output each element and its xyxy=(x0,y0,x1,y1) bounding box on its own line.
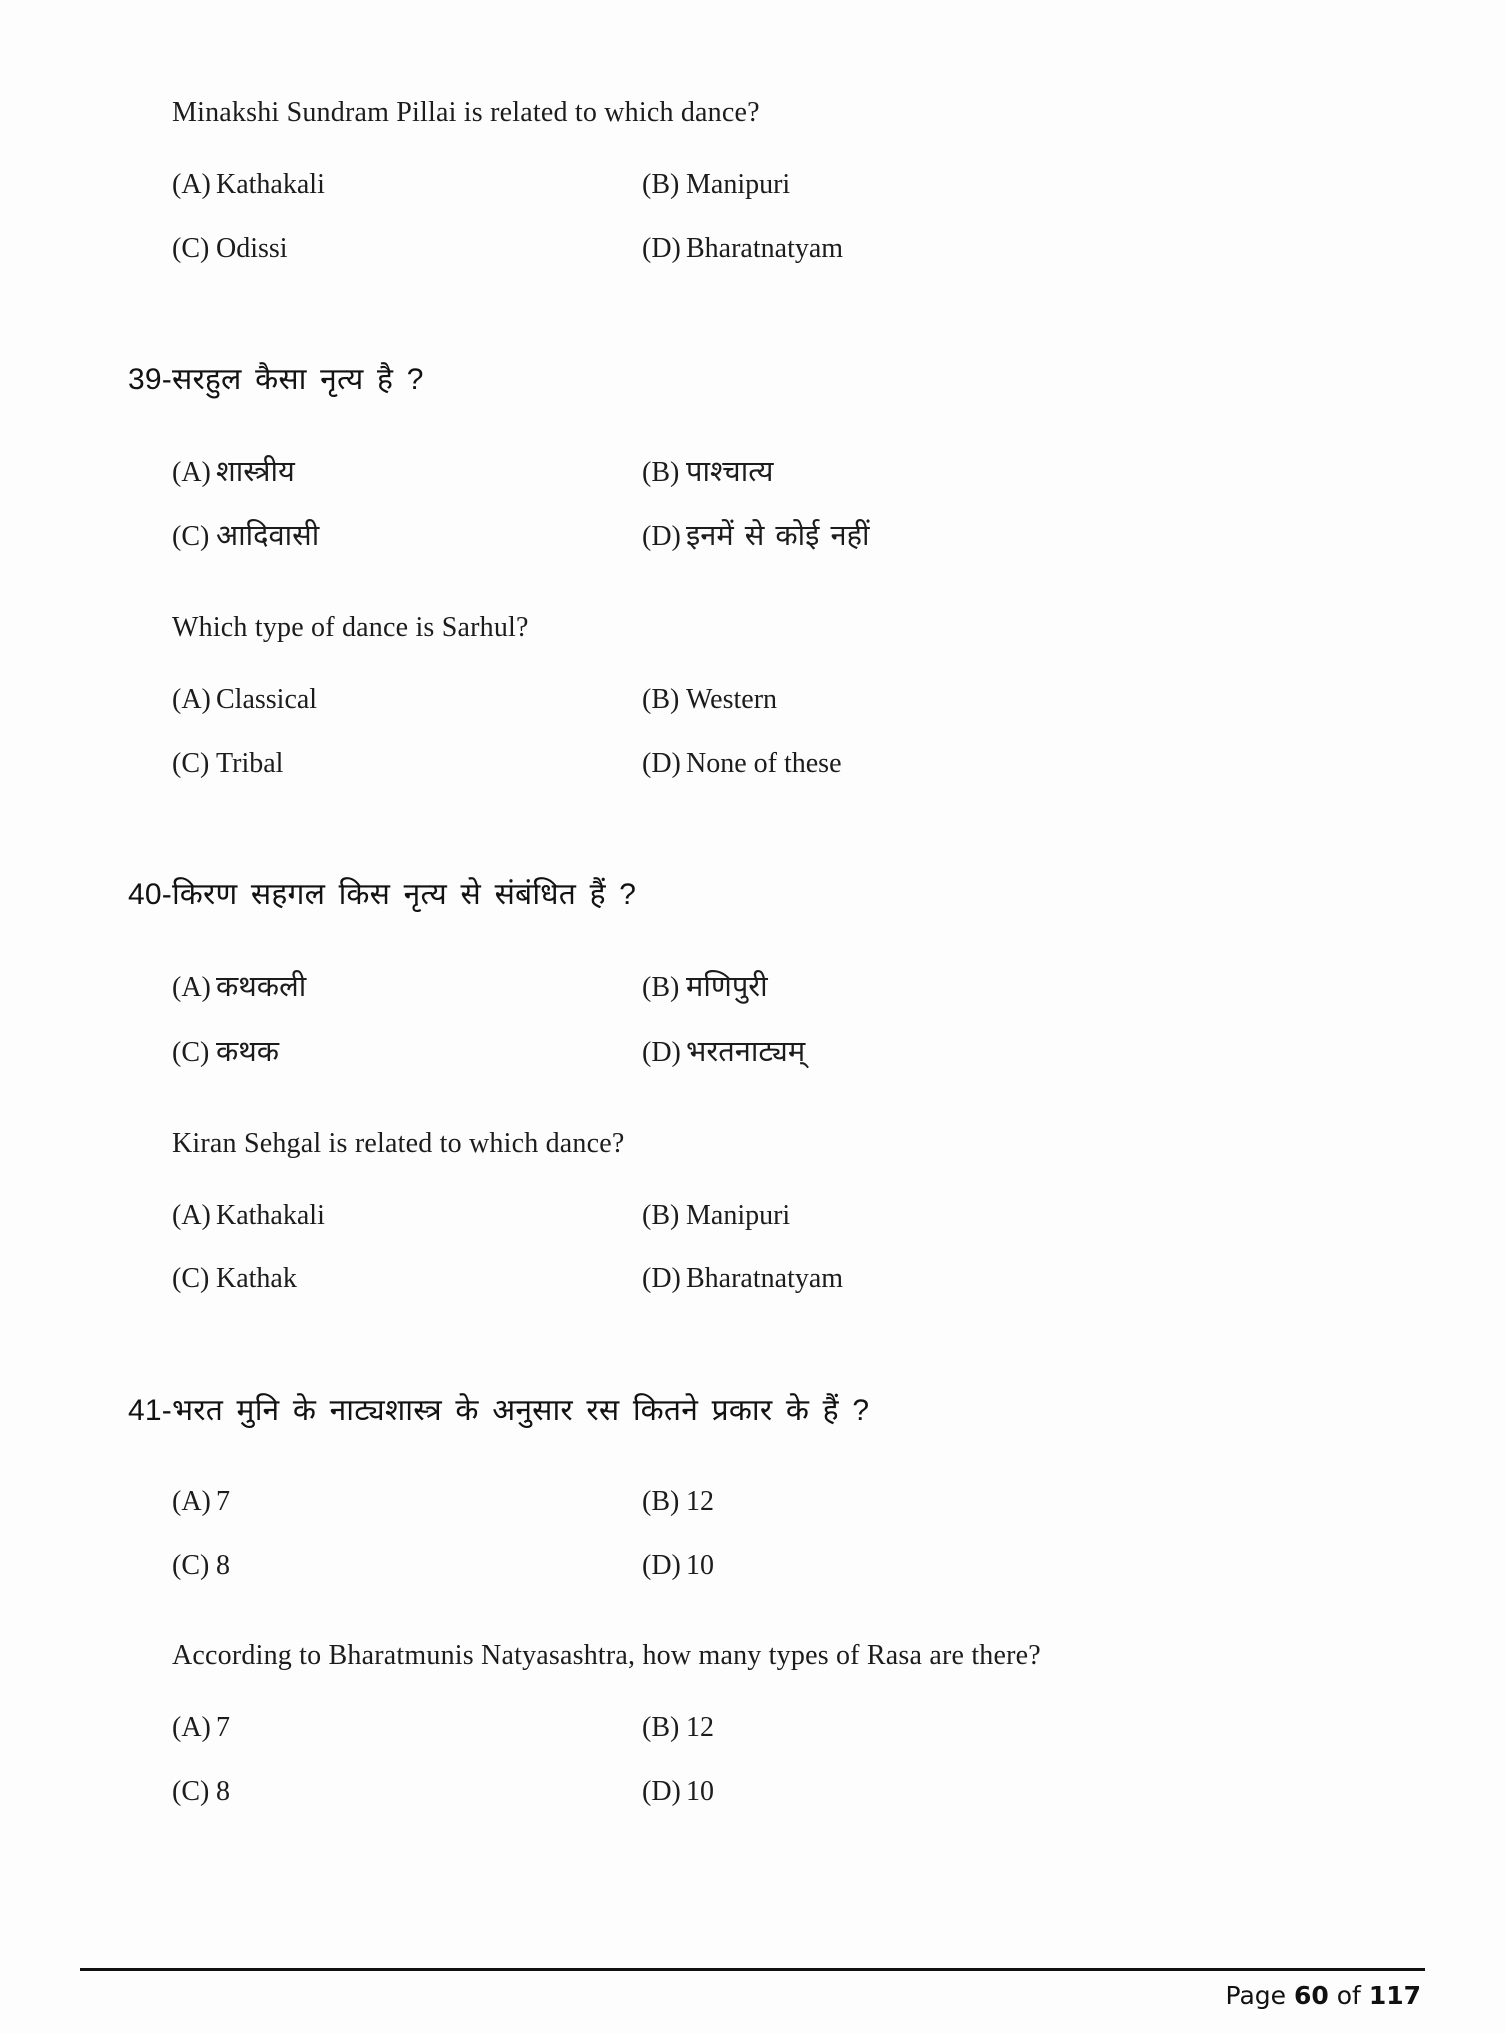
option-label: (A) xyxy=(172,456,211,488)
question-41-english-options xyxy=(172,1711,1380,1808)
spacer xyxy=(172,1232,642,1262)
question-39-hindi-options xyxy=(172,455,1380,555)
option-text: 10 xyxy=(686,1776,714,1808)
question-40-english-text: Kiran Sehgal is related to which dance? xyxy=(172,1127,625,1159)
option-label: (D) xyxy=(642,1776,681,1808)
option-text: 7 xyxy=(216,1486,230,1518)
option-label: (C) xyxy=(172,1776,210,1808)
question-39-english-options xyxy=(172,683,1380,780)
option-label: (A) xyxy=(172,971,211,1003)
question-content xyxy=(128,95,1380,1809)
option-text: 12 xyxy=(686,1486,714,1518)
question-block-39 xyxy=(128,361,1380,780)
option-label: (A) xyxy=(172,684,211,716)
question-40-english-options xyxy=(172,1199,1380,1296)
option-text: Tribal xyxy=(216,747,284,779)
option-label: (C) xyxy=(172,521,210,553)
spacer xyxy=(172,489,642,519)
option-row[interactable] xyxy=(172,1485,642,1519)
spacer xyxy=(150,1296,1380,1392)
option-text: आदिवासी xyxy=(216,520,320,553)
option-text: Kathakali xyxy=(216,1199,325,1231)
option-row[interactable] xyxy=(642,1262,1380,1296)
option-text: मणिपुरी xyxy=(686,970,768,1003)
spacer xyxy=(642,202,1380,232)
spacer xyxy=(150,1161,1380,1199)
option-label: (D) xyxy=(642,1549,681,1581)
spacer xyxy=(172,1005,642,1035)
option-label: (D) xyxy=(642,1036,681,1068)
option-row[interactable] xyxy=(172,683,642,717)
spacer xyxy=(150,554,1380,610)
spacer xyxy=(172,1519,642,1549)
option-label: (B) xyxy=(642,1199,680,1231)
option-row[interactable] xyxy=(172,1775,642,1809)
option-row[interactable] xyxy=(642,747,1380,781)
option-text: Bharatnatyam xyxy=(686,232,844,264)
question-38-english-options xyxy=(172,168,1380,265)
spacer xyxy=(642,1005,1380,1035)
option-label: (A) xyxy=(172,169,211,200)
option-text: 10 xyxy=(686,1549,714,1581)
option-row[interactable] xyxy=(642,455,1380,490)
footer-page-label: Page xyxy=(1225,1981,1287,2010)
option-text: 8 xyxy=(216,1549,230,1581)
option-text: 12 xyxy=(686,1712,714,1744)
option-text: इनमें से कोई नहीं xyxy=(686,520,870,553)
option-row[interactable] xyxy=(642,1199,1380,1233)
option-label: (D) xyxy=(642,747,681,779)
option-text: Odissi xyxy=(216,232,288,264)
option-label: (D) xyxy=(642,1263,681,1295)
spacer xyxy=(172,717,642,747)
spacer xyxy=(172,1745,642,1775)
page-footer xyxy=(80,1968,1425,2010)
spacer xyxy=(150,914,1380,970)
option-row[interactable] xyxy=(172,1199,642,1233)
option-label: (C) xyxy=(172,1263,210,1295)
option-label: (B) xyxy=(642,1712,680,1744)
option-row[interactable] xyxy=(172,519,642,554)
question-block-38-tail xyxy=(150,95,1380,265)
option-label: (D) xyxy=(642,521,681,553)
spacer xyxy=(172,202,642,232)
question-block-40 xyxy=(128,876,1380,1295)
option-row[interactable] xyxy=(642,1485,1380,1519)
option-label: (C) xyxy=(172,1036,210,1068)
option-row[interactable] xyxy=(172,1262,642,1296)
option-row[interactable] xyxy=(642,683,1380,717)
spacer xyxy=(642,1519,1380,1549)
question-41-hindi-text: 41-भरत मुनि के नाट्यशास्त्र के अनुसार रस कितने प्रकार के हैं ? xyxy=(128,1393,870,1427)
spacer xyxy=(642,1745,1380,1775)
spacer xyxy=(150,1673,1380,1711)
spacer xyxy=(150,780,1380,876)
option-label: (A) xyxy=(172,1199,211,1231)
option-label: (B) xyxy=(642,971,680,1003)
option-text: None of these xyxy=(686,747,842,779)
question-38-english-text: Minakshi Sundram Pillai is related to which dance? xyxy=(172,97,760,128)
page-number-indicator xyxy=(80,1971,1425,2010)
question-39-english-text: Which type of dance is Sarhul? xyxy=(172,612,529,644)
option-text: भरतनाट्यम् xyxy=(686,1035,806,1068)
option-label: (C) xyxy=(172,747,210,779)
option-text: Classical xyxy=(216,684,318,716)
option-text: कथकली xyxy=(216,970,307,1003)
option-row[interactable] xyxy=(642,1035,1380,1070)
question-41-english-text: According to Bharatmunis Natyasashtra, how many types of Rasa are there? xyxy=(172,1640,1041,1672)
option-row[interactable] xyxy=(172,168,642,202)
spacer xyxy=(150,1070,1380,1126)
option-row[interactable] xyxy=(172,455,642,490)
option-text: पाश्चात्य xyxy=(686,455,774,488)
question-40-hindi-text: 40-किरण सहगल किस नृत्य से संबंधित हैं ? xyxy=(128,878,637,912)
option-row[interactable] xyxy=(642,1775,1380,1809)
option-row[interactable] xyxy=(172,1711,642,1745)
option-label: (C) xyxy=(172,232,210,264)
option-label: (A) xyxy=(172,1712,211,1744)
option-text: Manipuri xyxy=(686,1199,791,1231)
option-text: Kathakali xyxy=(216,169,325,200)
option-label: (D) xyxy=(642,232,681,264)
option-label: (A) xyxy=(172,1486,211,1518)
option-label: (C) xyxy=(172,1549,210,1581)
option-row[interactable] xyxy=(172,970,642,1005)
question-block-41 xyxy=(128,1392,1380,1809)
option-text: Kathak xyxy=(216,1263,297,1295)
option-text: Manipuri xyxy=(686,169,791,200)
option-text: Bharatnatyam xyxy=(686,1263,844,1295)
option-row[interactable] xyxy=(642,1549,1380,1583)
spacer xyxy=(150,130,1380,168)
option-text: कथक xyxy=(216,1035,280,1068)
spacer xyxy=(150,265,1380,361)
option-text: शास्त्रीय xyxy=(216,455,295,488)
option-text: Western xyxy=(686,684,778,716)
footer-of-label: of xyxy=(1336,1981,1361,2010)
option-row[interactable] xyxy=(172,1035,642,1070)
option-row[interactable] xyxy=(642,1711,1380,1745)
option-label: (B) xyxy=(642,169,680,200)
spacer xyxy=(150,645,1380,683)
spacer xyxy=(642,489,1380,519)
option-text: 7 xyxy=(216,1712,230,1744)
spacer xyxy=(642,1232,1380,1262)
option-row[interactable] xyxy=(642,168,1380,202)
footer-page-number: 60 xyxy=(1294,1981,1329,2010)
option-label: (B) xyxy=(642,456,680,488)
option-text: 8 xyxy=(216,1776,230,1808)
question-41-hindi-options xyxy=(172,1485,1380,1582)
option-row[interactable] xyxy=(642,232,1380,266)
option-label: (B) xyxy=(642,1486,680,1518)
option-row[interactable] xyxy=(642,519,1380,554)
spacer xyxy=(150,399,1380,455)
spacer xyxy=(150,1429,1380,1485)
question-39-hindi-text: 39-सरहुल कैसा नृत्य है ? xyxy=(128,363,424,397)
spacer xyxy=(150,1582,1380,1638)
option-row[interactable] xyxy=(642,970,1380,1005)
option-label: (B) xyxy=(642,684,680,716)
option-row[interactable] xyxy=(172,232,642,266)
option-row[interactable] xyxy=(172,747,642,781)
footer-total-pages: 117 xyxy=(1368,1981,1421,2010)
option-row[interactable] xyxy=(172,1549,642,1583)
question-40-hindi-options xyxy=(172,970,1380,1070)
spacer xyxy=(642,717,1380,747)
